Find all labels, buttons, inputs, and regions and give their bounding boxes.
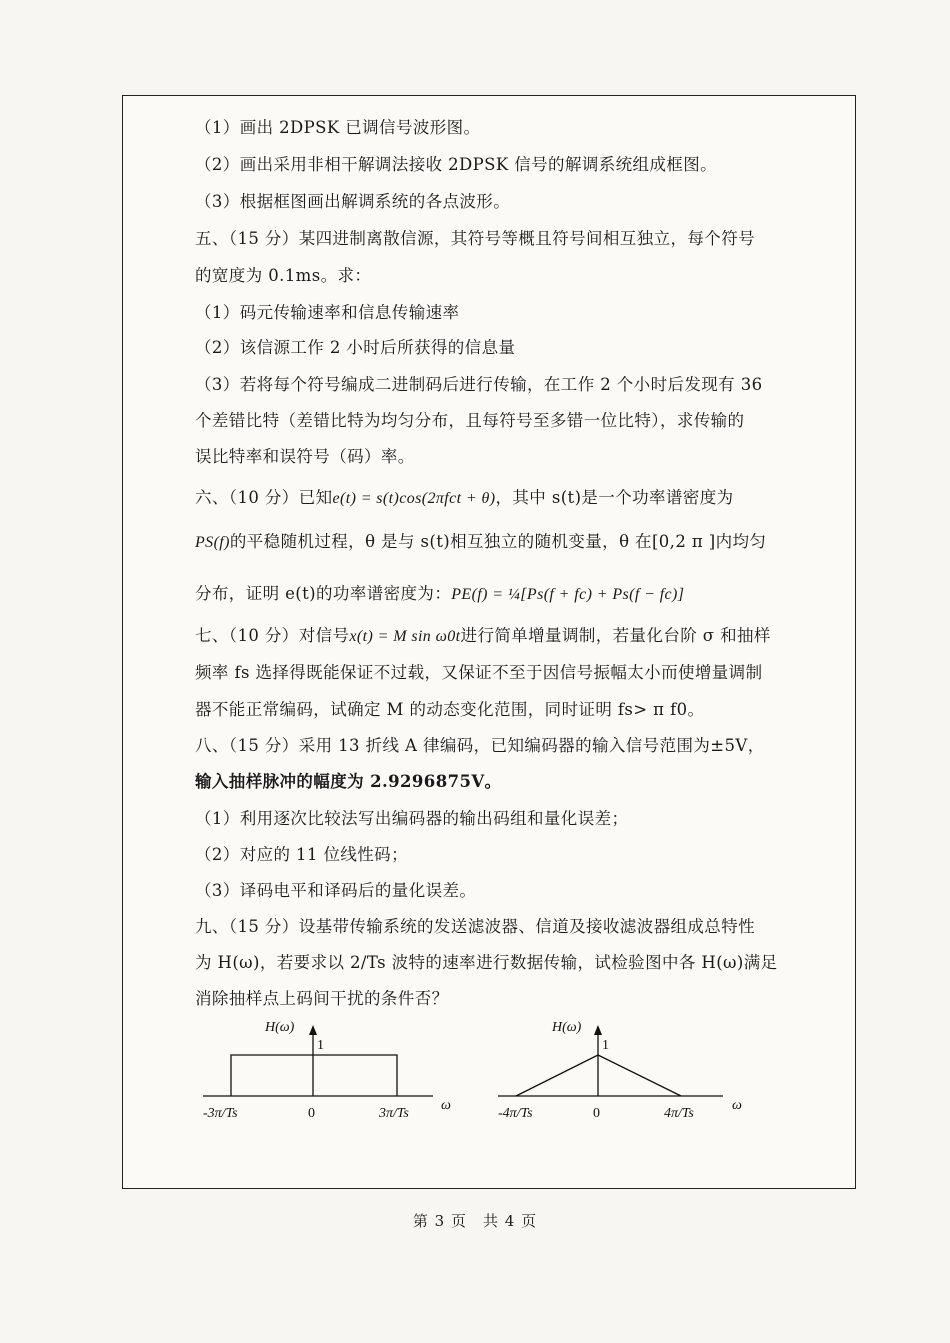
tri-tick-center: 0 [593, 1106, 600, 1121]
rect-peak-label: 1 [317, 1038, 324, 1053]
q8-heading-cont: 输入抽样脉冲的幅度为 2.9296875V。 [195, 772, 502, 791]
rect-tick-left: -3π/Ts [203, 1106, 238, 1121]
rect-ylabel: H(ω) [265, 1020, 295, 1035]
q4-part3: （3）根据框图画出解调系统的各点波形。 [195, 192, 511, 211]
q5-part3: （3）若将每个符号编成二进制码后进行传输，在工作 2 个小时后发现有 36 [195, 375, 763, 394]
rect-y-arrow [309, 1025, 317, 1035]
q9-question: 消除抽样点上码间干扰的条件否？ [195, 989, 449, 1008]
q6-intro: 六、（10 分）已知 [195, 488, 333, 507]
rect-tick-right: 3π/Ts [379, 1106, 409, 1121]
tri-tick-right: 4π/Ts [664, 1106, 694, 1121]
q9-heading: 九、（15 分）设基带传输系统的发送滤波器、信道及接收滤波器组成总特性 [195, 917, 755, 936]
tri-tick-left: -4π/Ts [498, 1106, 533, 1121]
q7-intro: 七、（10 分）对信号 [195, 626, 350, 645]
q8-heading: 八、（15 分）采用 13 折线 A 律编码，已知编码器的输入信号范围为±5V， [195, 736, 765, 755]
q7-line1 [195, 622, 771, 646]
q6-formula-ps: PS(f) [195, 534, 230, 551]
figure-triangle-spectrum [488, 1011, 788, 1131]
q7-line2: 频率 fs 选择得既能保证不过载，又保证不至于因信号振幅太小而使增量调制 [195, 663, 763, 682]
q6-formula-e: e(t) = s(t)cos(2πfct + θ) [332, 490, 496, 507]
q6-proof-text: 分布，证明 e(t)的功率谱密度为： [195, 584, 452, 603]
q8-part3: （3）译码电平和译码后的量化误差。 [195, 881, 477, 900]
q6-line2 [195, 528, 766, 552]
q7-formula-x: x(t) = M sin ω0t [349, 628, 461, 645]
q7-intro-cont: 进行简单增量调制，若量化台阶 σ 和抽样 [460, 626, 771, 645]
tri-y-arrow [594, 1025, 602, 1035]
q7-line3: 器不能正常编码，试确定 M 的动态变化范围，同时证明 fs> π f0。 [195, 700, 705, 719]
rect-spectrum-curve [231, 1055, 397, 1096]
figure-rect-spectrum [193, 1011, 453, 1131]
q8-part1: （1）利用逐次比较法写出编码器的输出码组和量化误差； [195, 809, 629, 828]
rect-tick-center: 0 [308, 1106, 315, 1121]
q6-line2-text: 的平稳随机过程，θ 是与 s(t)相互独立的随机变量，θ 在[0,2 π ]内均匀 [229, 532, 767, 551]
q5-part3-cont1: 个差错比特（差错比特为均匀分布，且每符号至多错一位比特），求传输的 [195, 411, 745, 430]
tri-peak-label: 1 [602, 1038, 609, 1053]
q5-part3-cont2: 误比特率和误符号（码）率。 [195, 447, 415, 466]
q5-heading: 五、（15 分）某四进制离散信源，其符号等概且符号间相互独立，每个符号 [195, 229, 755, 248]
tri-xlabel: ω [732, 1098, 742, 1113]
exam-page-frame [122, 95, 856, 1189]
q5-heading-cont: 的宽度为 0.1ms。求： [195, 266, 372, 285]
q4-part1: （1）画出 2DPSK 已调信号波形图。 [195, 118, 481, 137]
tri-ylabel: H(ω) [552, 1020, 582, 1035]
q9-heading-cont: 为 H(ω)，若要求以 2/Ts 波特的速率进行数据传输，试检验图中各 H(ω)满足 [195, 953, 778, 972]
q6-line3 [195, 580, 684, 604]
q4-part2: （2）画出采用非相干解调法接收 2DPSK 信号的解调系统组成框图。 [195, 155, 718, 174]
q6-intro-cont: ，其中 s(t)是一个功率谱密度为 [495, 488, 734, 507]
q5-part1: （1）码元传输速率和信息传输速率 [195, 303, 460, 322]
rect-xlabel: ω [441, 1098, 451, 1113]
q8-part2: （2）对应的 11 位线性码； [195, 845, 408, 864]
q5-part2: （2）该信源工作 2 小时后所获得的信息量 [195, 338, 516, 357]
page-footer: 第 3 页 共 4 页 [412, 1212, 538, 1230]
q6-line1 [195, 484, 734, 508]
q6-formula-pe: PE(f) = ¼[Ps(f + fc) + Ps(f − fc)] [451, 586, 685, 603]
